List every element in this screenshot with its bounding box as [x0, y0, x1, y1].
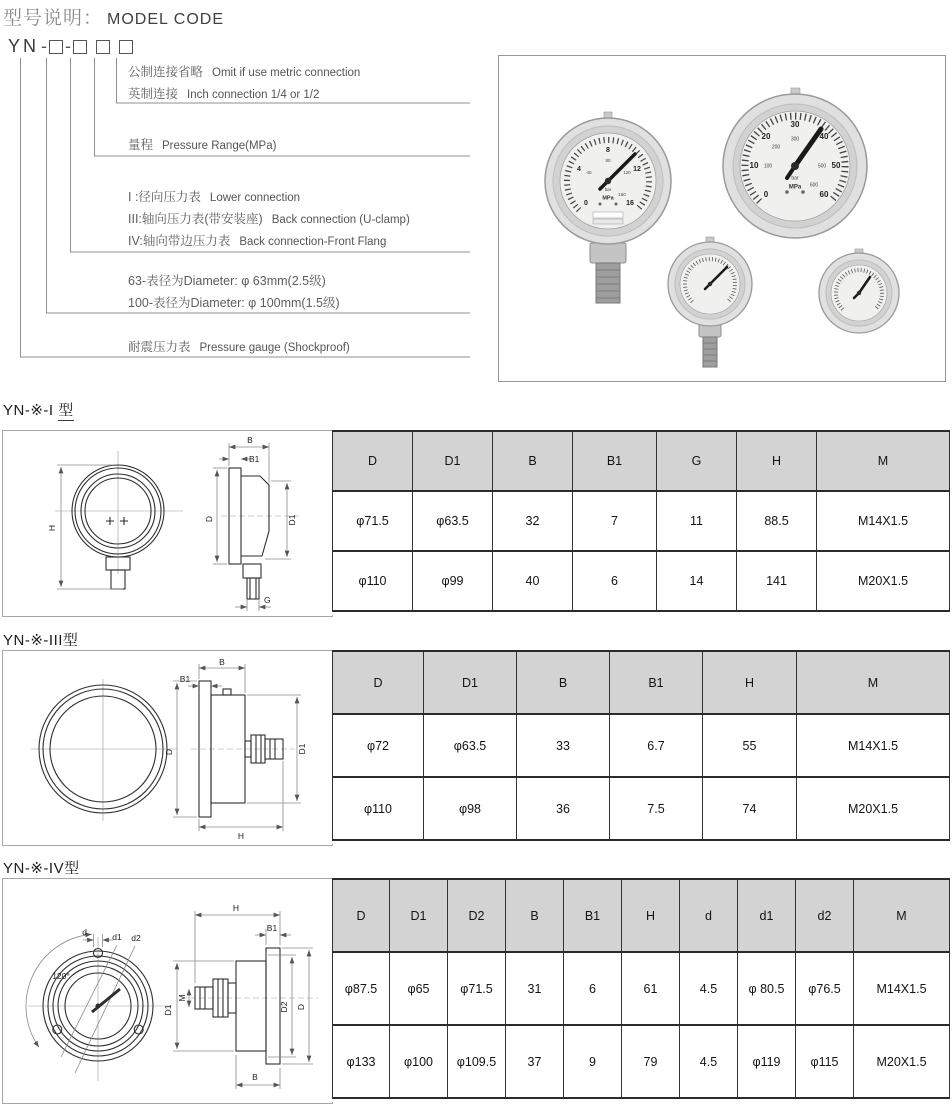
dim-label-B: B	[252, 1072, 258, 1082]
side-view	[163, 903, 318, 1089]
table-cell: φ63.5	[413, 491, 493, 551]
branch-type1-en: Lower connection	[209, 192, 301, 204]
table-cell: M14X1.5	[797, 714, 950, 777]
branch-shock-zh: 耐震压力表	[128, 340, 191, 354]
dim-label-H: H	[232, 903, 240, 913]
section-title-type-3	[3, 629, 78, 650]
product-photo	[498, 55, 946, 382]
dial-number: 20	[761, 132, 771, 142]
table-cell: 7	[573, 491, 657, 551]
table-cell: φ63.5	[424, 714, 517, 777]
table-cell: φ65	[390, 952, 448, 1025]
table-cell: 79	[622, 1025, 680, 1098]
table-cell: φ 80.5	[738, 952, 796, 1025]
table-cell: 6	[573, 551, 657, 611]
table-cell: φ110	[333, 777, 424, 840]
side-view	[204, 435, 301, 611]
table-cell: φ72	[333, 714, 424, 777]
technical-drawing-type-3	[3, 651, 332, 845]
model-code-line	[8, 36, 133, 57]
dial-inner-number: 40	[586, 170, 592, 176]
dim-label-B1: B1	[249, 454, 260, 464]
branch-type-back-uclamp	[128, 209, 410, 227]
branch-type4-en: Back connection-Front Flang	[239, 236, 387, 248]
table-cell: φ100	[390, 1025, 448, 1098]
column-header: B1	[573, 431, 657, 491]
dim-label-D: D	[164, 748, 174, 756]
column-header: D	[333, 651, 424, 714]
table-cell: φ109.5	[448, 1025, 506, 1098]
dial-number: 0	[584, 199, 588, 207]
dial-number: 10	[749, 161, 759, 171]
table-cell: φ76.5	[796, 952, 854, 1025]
branch-type-back-flange	[128, 231, 386, 249]
drawing-box-type-3	[2, 650, 333, 846]
section-title-prefix: YN-※-IV	[3, 860, 65, 877]
dim-label-D1: D1	[163, 1004, 173, 1016]
table-cell: 9	[564, 1025, 622, 1098]
table-cell: 88.5	[737, 491, 817, 551]
dim-label-d1: d1	[112, 932, 122, 942]
branch-metric-zh: 公制连接省略	[128, 65, 204, 79]
model-code-dash: -	[65, 36, 72, 56]
dial-inner-number: 120	[623, 170, 631, 176]
drawing-box-type-4	[2, 878, 333, 1104]
front-view	[31, 679, 177, 821]
table-cell: M20X1.5	[854, 1025, 950, 1098]
model-code-dash: -	[41, 36, 48, 56]
table-cell: 7.5	[610, 777, 703, 840]
table-cell: 32	[493, 491, 573, 551]
table-row	[333, 551, 950, 611]
dial-inner-number: 600	[809, 182, 819, 189]
table-cell: φ119	[738, 1025, 796, 1098]
dial-number: 16	[626, 199, 634, 207]
section-title-type-1	[3, 399, 74, 420]
dim-label-D1: D1	[297, 743, 307, 755]
table-row	[333, 491, 950, 551]
branch-inch-connection	[128, 84, 319, 102]
front-view	[26, 927, 171, 1081]
dimension-table-type-3	[332, 650, 950, 841]
column-header: D1	[424, 651, 517, 714]
branch-dia100-label: 100-表径为Diameter: φ 100mm(1.5级)	[128, 296, 340, 310]
table-cell: 36	[517, 777, 610, 840]
branch-type-lower	[128, 187, 300, 205]
table-header-row	[333, 431, 950, 491]
branch-inch-en: Inch connection 1/4 or 1/2	[187, 89, 320, 101]
dial-unit-bar: bar	[604, 187, 612, 193]
technical-drawing-type-4	[3, 879, 332, 1103]
branch-shock-en: Pressure gauge (Shockproof)	[199, 342, 350, 354]
page-title-en: MODEL CODE	[107, 11, 224, 28]
drawing-box-type-1	[2, 430, 333, 617]
column-header: d1	[738, 879, 796, 952]
pressure-gauges-photo	[499, 56, 945, 381]
branch-range-zh: 量程	[128, 138, 154, 152]
section-title-suffix: 型	[58, 402, 74, 419]
table-cell: M14X1.5	[854, 952, 950, 1025]
dial-number: 50	[831, 161, 841, 171]
branch-shockproof-gauge	[128, 337, 350, 355]
dim-label-D: D	[204, 515, 214, 523]
branch-diameter-63	[128, 271, 326, 289]
dim-label-120deg: 120°	[52, 971, 70, 981]
dim-label-H: H	[47, 524, 57, 532]
dimension-table-type-4	[332, 878, 950, 1099]
table-cell: φ87.5	[333, 952, 390, 1025]
table-cell: 40	[493, 551, 573, 611]
table-row	[333, 1025, 950, 1098]
branch-diameter-100	[128, 293, 340, 311]
dim-label-G: G	[264, 595, 271, 605]
side-view	[164, 657, 307, 841]
column-header: M	[817, 431, 950, 491]
branch-metric-en: Omit if use metric connection	[212, 67, 361, 79]
column-header: D2	[448, 879, 506, 952]
dial-inner-number: 500	[817, 163, 827, 170]
branch-dia63-label: 63-表径为Diameter: φ 63mm(2.5级)	[128, 274, 326, 288]
gauge-photo-small-back	[819, 249, 899, 333]
table-cell: M14X1.5	[817, 491, 950, 551]
dim-label-D1: D1	[287, 514, 297, 526]
column-header: B	[506, 879, 564, 952]
technical-drawing-type-1	[3, 431, 332, 616]
column-header: H	[737, 431, 817, 491]
dimension-table-wrap-type-1	[332, 430, 950, 615]
table-cell: 141	[737, 551, 817, 611]
dim-label-d2: d2	[131, 933, 141, 943]
dim-label-B: B	[219, 657, 225, 667]
table-cell: 4.5	[680, 1025, 738, 1098]
dim-label-M: M	[177, 994, 187, 1002]
column-header: d	[680, 879, 738, 952]
table-cell: 33	[517, 714, 610, 777]
dial-number: 12	[633, 165, 641, 173]
model-code-box	[49, 40, 63, 54]
column-header: D1	[413, 431, 493, 491]
table-cell: 14	[657, 551, 737, 611]
table-cell: 61	[622, 952, 680, 1025]
column-header: D	[333, 431, 413, 491]
branch-type3-en: Back connection (U-clamp)	[271, 214, 410, 226]
table-cell: M20X1.5	[817, 551, 950, 611]
dial-inner-number: 80	[605, 158, 611, 164]
table-cell: φ71.5	[448, 952, 506, 1025]
page-title	[3, 3, 224, 30]
branch-inch-zh: 英制连接	[128, 87, 179, 101]
table-cell: φ99	[413, 551, 493, 611]
dial-inner-number: 200	[771, 144, 781, 151]
column-header: d2	[796, 879, 854, 952]
table-cell: 6.7	[610, 714, 703, 777]
dial-number: 60	[819, 190, 829, 200]
dimension-table-type-1	[332, 430, 950, 612]
section-title-prefix: YN-※-I	[3, 402, 59, 419]
column-header: D	[333, 879, 390, 952]
branch-type1-zh: I :径向压力表	[128, 190, 201, 204]
dial-unit-mpa: MPa	[788, 184, 802, 191]
dim-label-B: B	[247, 435, 253, 445]
dimension-table-wrap-type-3	[332, 650, 950, 844]
column-header: B	[493, 431, 573, 491]
column-header: B	[517, 651, 610, 714]
column-header: M	[797, 651, 950, 714]
table-row	[333, 952, 950, 1025]
model-code-box	[119, 40, 133, 54]
dimension-table-wrap-type-4	[332, 878, 950, 1102]
dim-label-D: D	[296, 1003, 306, 1011]
column-header: H	[622, 879, 680, 952]
dial-number: 0	[763, 190, 769, 200]
dim-label-H: H	[237, 831, 245, 841]
gauge-photo-large-back	[723, 88, 867, 238]
table-cell: φ98	[424, 777, 517, 840]
table-cell: φ71.5	[333, 491, 413, 551]
dial-inner-number: 160	[618, 192, 626, 198]
dial-number: 40	[819, 132, 829, 142]
table-cell: φ110	[333, 551, 413, 611]
section-title-type-4	[3, 857, 80, 878]
branch-type4-zh: IV:轴向带边压力表	[128, 234, 231, 248]
column-header: M	[854, 879, 950, 952]
dial-number: 30	[790, 120, 800, 130]
dial-unit-mpa: MPa	[602, 195, 614, 202]
table-cell: 11	[657, 491, 737, 551]
front-view	[47, 451, 183, 589]
dial-unit-bar: bar	[791, 175, 799, 182]
table-cell: φ115	[796, 1025, 854, 1098]
gauge-photo-small-lower	[668, 237, 752, 367]
dim-label-D2: D2	[279, 1001, 289, 1013]
column-header: G	[657, 431, 737, 491]
dial-inner-number: 100	[763, 163, 773, 170]
column-header: B1	[564, 879, 622, 952]
dim-label-B1: B1	[266, 923, 278, 933]
column-header: D1	[390, 879, 448, 952]
branch-range-en: Pressure Range(MPa)	[162, 140, 277, 152]
table-cell: M20X1.5	[797, 777, 950, 840]
dial-inner-number: 300	[790, 136, 800, 143]
branch-type3-zh: III:轴向压力表(带安装座)	[128, 212, 263, 226]
table-header-row	[333, 879, 950, 952]
section-title-prefix: YN-※-III	[3, 632, 63, 649]
column-header: H	[703, 651, 797, 714]
model-code-box	[73, 40, 87, 54]
section-title-suffix: 型	[64, 860, 80, 877]
branch-metric-connection	[128, 62, 360, 80]
table-cell: 31	[506, 952, 564, 1025]
table-cell: 4.5	[680, 952, 738, 1025]
page-title-zh: 型号说明：	[3, 8, 104, 29]
table-header-row	[333, 651, 950, 714]
table-cell: 6	[564, 952, 622, 1025]
model-code-base: YN	[8, 36, 40, 56]
table-row	[333, 777, 950, 840]
section-title-suffix: 型	[62, 632, 79, 649]
dim-label-d: d	[82, 927, 87, 937]
dial-number: 8	[606, 146, 610, 154]
model-code-box	[96, 40, 110, 54]
table-cell: 74	[703, 777, 797, 840]
gauge-photo-large-lower	[545, 112, 671, 303]
table-cell: 37	[506, 1025, 564, 1098]
table-cell: φ133	[333, 1025, 390, 1098]
dim-label-B1: B1	[179, 674, 191, 684]
column-header: B1	[610, 651, 703, 714]
dial-number: 4	[577, 165, 581, 173]
branch-pressure-range	[128, 135, 276, 153]
table-cell: 55	[703, 714, 797, 777]
table-row	[333, 714, 950, 777]
